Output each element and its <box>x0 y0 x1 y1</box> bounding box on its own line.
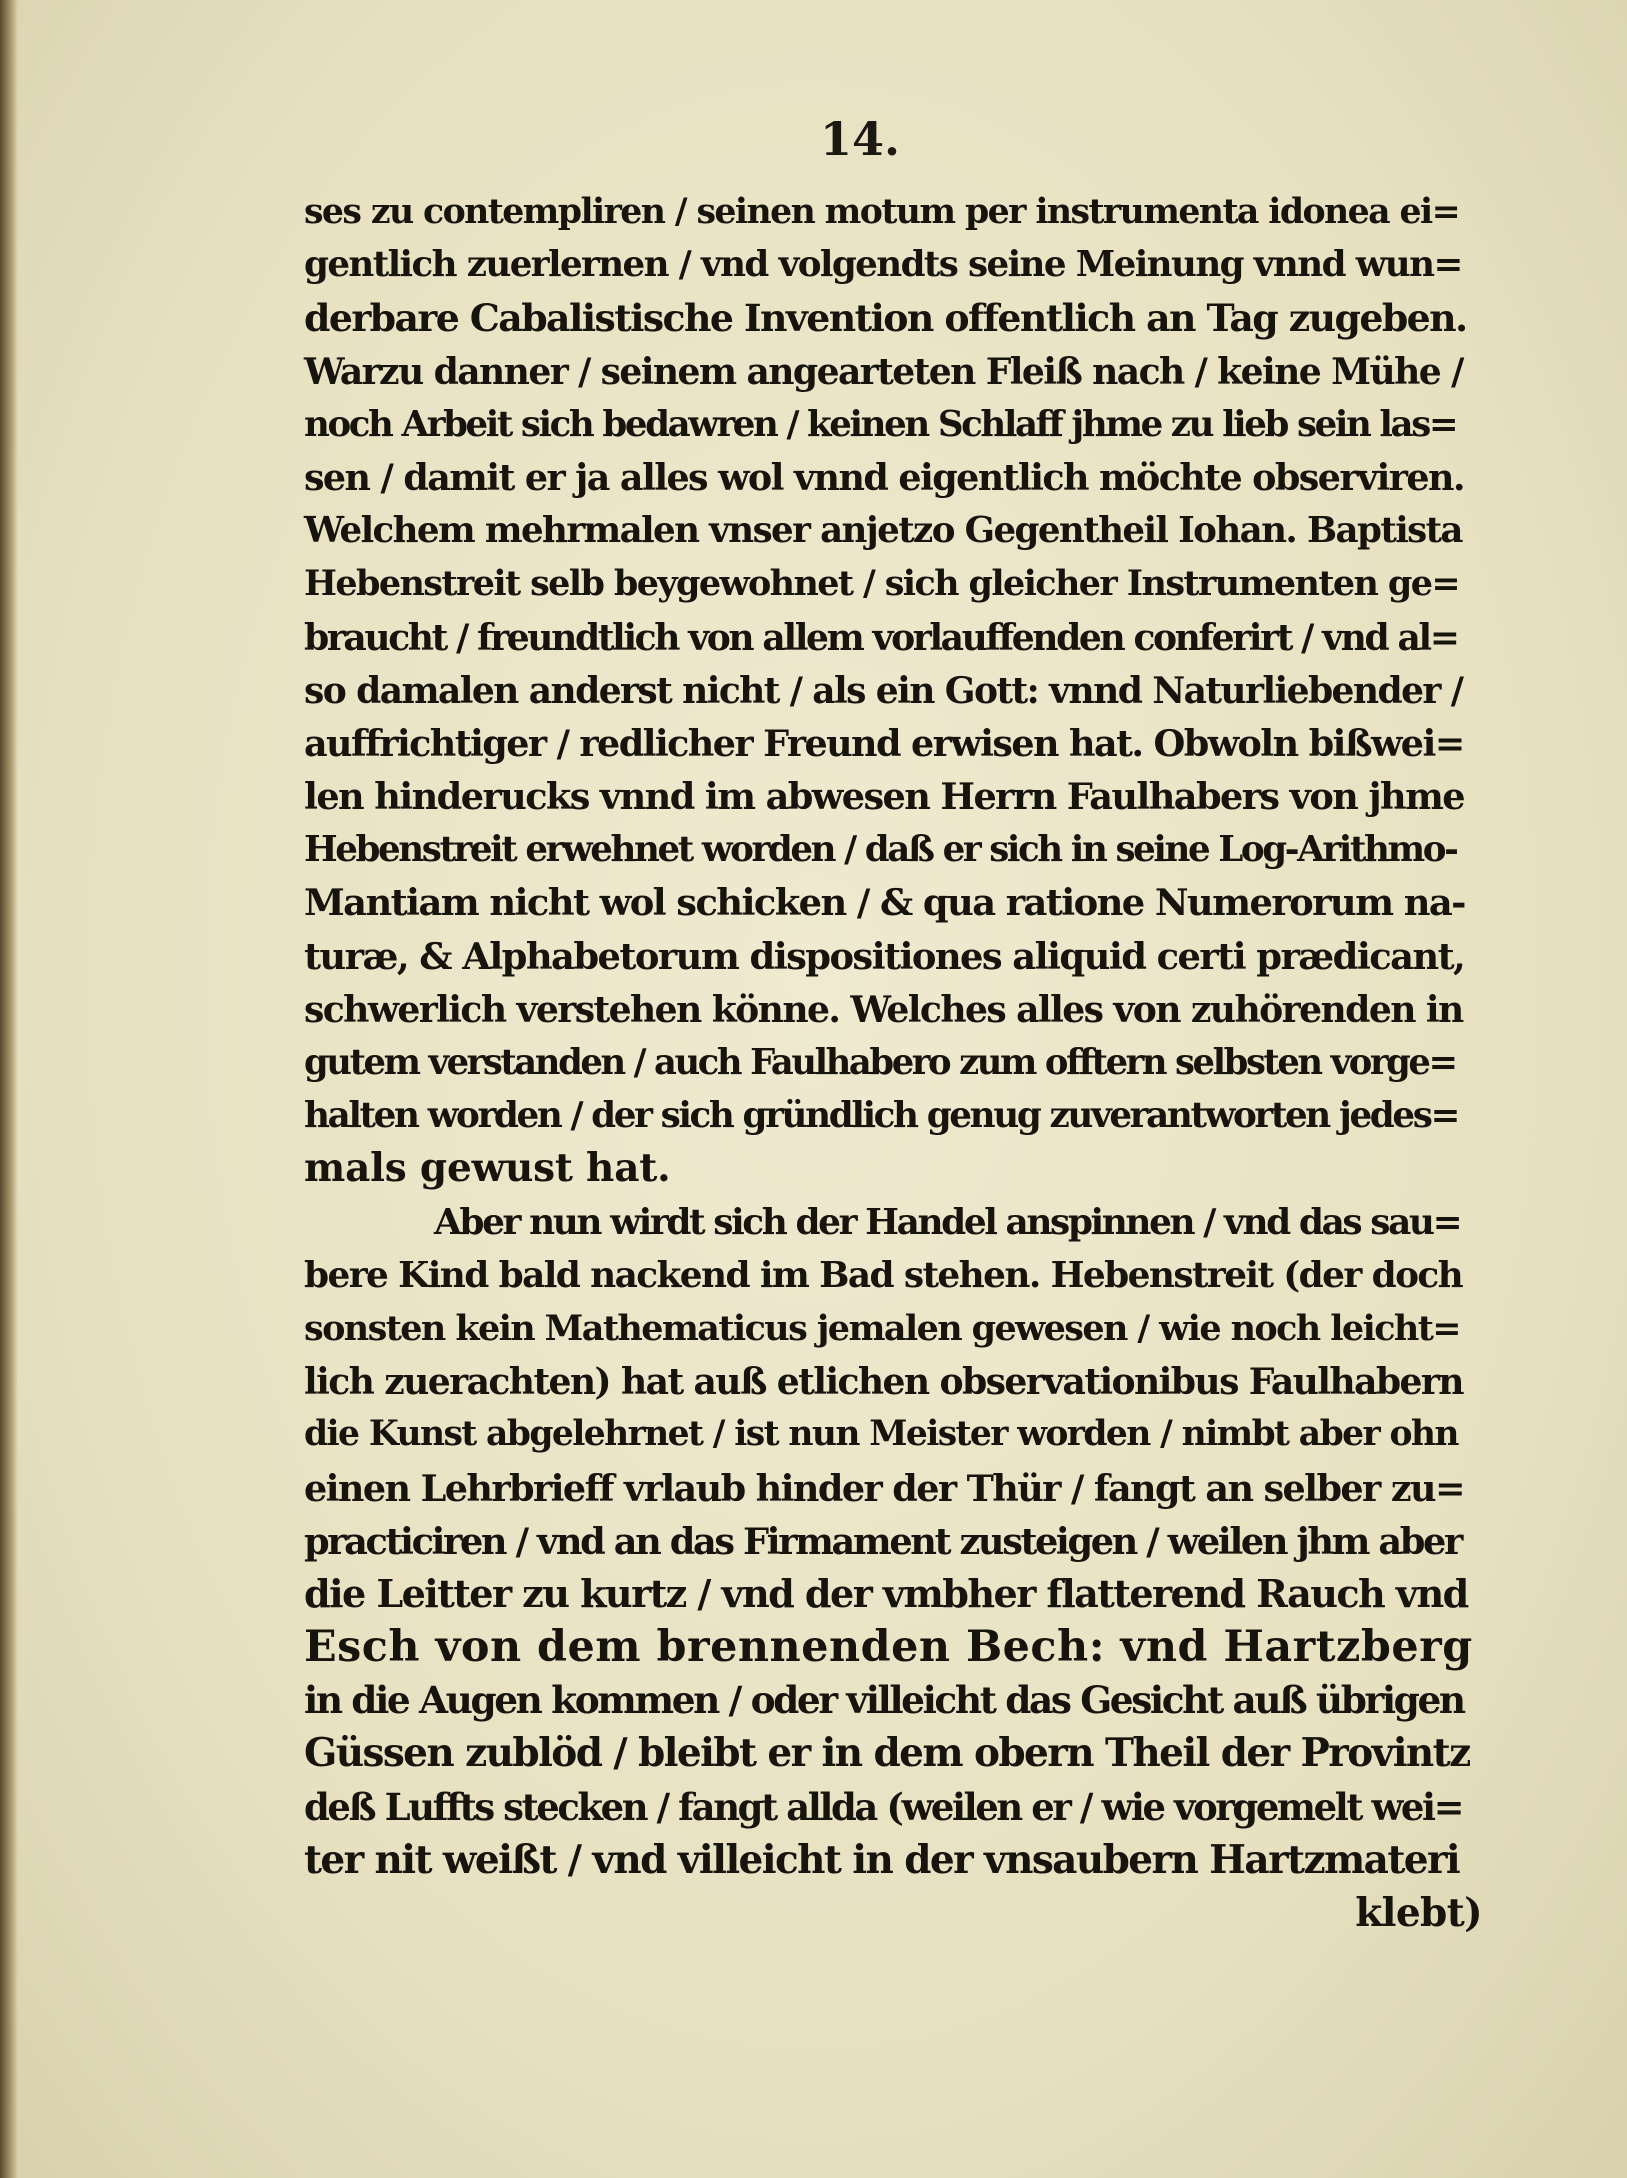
text-line: Esch von dem brennenden Bech: vnd Hartzberg <box>304 1622 1473 1673</box>
text-line: die Leitter zu kurtz / vnd der vmbher flatterend Rauch vnd <box>304 1571 1468 1617</box>
text-line: ter nit weißt / vnd villeicht in der vnsaubern Hartzmateri <box>304 1836 1460 1883</box>
text-line: einen Lehrbrieff vrlaub hinder der Thür / fangt an selber zu= <box>304 1466 1464 1510</box>
text-line: noch Arbeit sich bedawren / keinen Schlaff jhme zu lieb sein las= <box>304 403 1457 445</box>
text-line: ses zu contempliren / seinen motum per instrumenta idonea ei= <box>304 191 1460 232</box>
catchword: klebt) <box>1355 1890 1482 1936</box>
text-line: sen / damit er ja alles wol vnnd eigentlich möchte observiren. <box>304 455 1465 499</box>
text-line: deß Luffts stecken / fangt allda (weilen er / wie vorgemelt wei= <box>304 1784 1463 1829</box>
text-line: bere Kind bald nackend im Bad stehen. Hebenstreit (der doch <box>304 1253 1463 1296</box>
text-line: Mantiam nicht wol schicken / & qua ratione Numerorum na- <box>304 880 1465 925</box>
binding-edge <box>0 0 18 2178</box>
text-line: Hebenstreit selb beygewohnet / sich gleicher Instrumenten ge= <box>304 563 1459 605</box>
body-text <box>304 185 1482 1940</box>
text-line: Warzu danner / seinem angearteten Fleiß nach / keine Mühe / <box>304 349 1463 393</box>
text-line: mals gewust hat. <box>304 1145 671 1192</box>
text-line: so damalen anderst nicht / als ein Gott: vnnd Naturliebender / <box>304 668 1463 712</box>
text-line: schwerlich verstehen könne. Welches alles von zuhörenden in <box>304 987 1463 1031</box>
text-line: lich zuerachten) hat auß etlichen observationibus Faulhabern <box>304 1360 1463 1404</box>
text-line: halten worden / der sich gründlich genug zuverantworten jedes= <box>304 1094 1459 1137</box>
paragraph-start-line: Aber nun wirdt sich der Handel anspinnen / vnd das sau= <box>434 1200 1461 1243</box>
text-line: gutem verstanden / auch Faulhabero zum offtern selbsten vorge= <box>304 1042 1456 1083</box>
text-line: Welchem mehrmalen vnser anjetzo Gegentheil Iohan. Baptista <box>304 510 1462 552</box>
text-line: derbare Cabalistische Invention offentlich an Tag zugeben. <box>304 295 1467 341</box>
text-line: gentlich zuerlernen / vnd volgendts seine Meinung vnnd wun= <box>304 244 1462 286</box>
text-line: practiciren / vnd an das Firmament zusteigen / weilen jhm aber <box>304 1519 1461 1563</box>
page-number: 14. <box>820 112 901 166</box>
text-line: braucht / freundtlich von allem vorlauffenden conferirt / vnd al= <box>304 615 1458 659</box>
text-line: len hinderucks vnnd im abwesen Herrn Faulhabers von jhme <box>304 775 1465 819</box>
text-line: sonsten kein Mathematicus jemalen gewesen / wie noch leicht= <box>304 1307 1460 1349</box>
text-line: die Kunst abgelehrnet / ist nun Meister worden / nimbt aber ohn <box>304 1414 1458 1455</box>
text-line: in die Augen kommen / oder villeicht das Gesicht auß übrigen <box>304 1678 1464 1723</box>
text-line: auffrichtiger / redlicher Freund erwisen hat. Obwoln bißwei= <box>304 721 1464 765</box>
text-line: Hebenstreit erwehnet worden / daß er sich in seine Log-Arithmo- <box>304 829 1457 871</box>
text-line: Güssen zublöd / bleibt er in dem obern Theil der Provintz <box>304 1730 1470 1777</box>
text-line: turæ, & Alphabetorum dispositiones aliquid certi prædicant, <box>304 933 1465 978</box>
